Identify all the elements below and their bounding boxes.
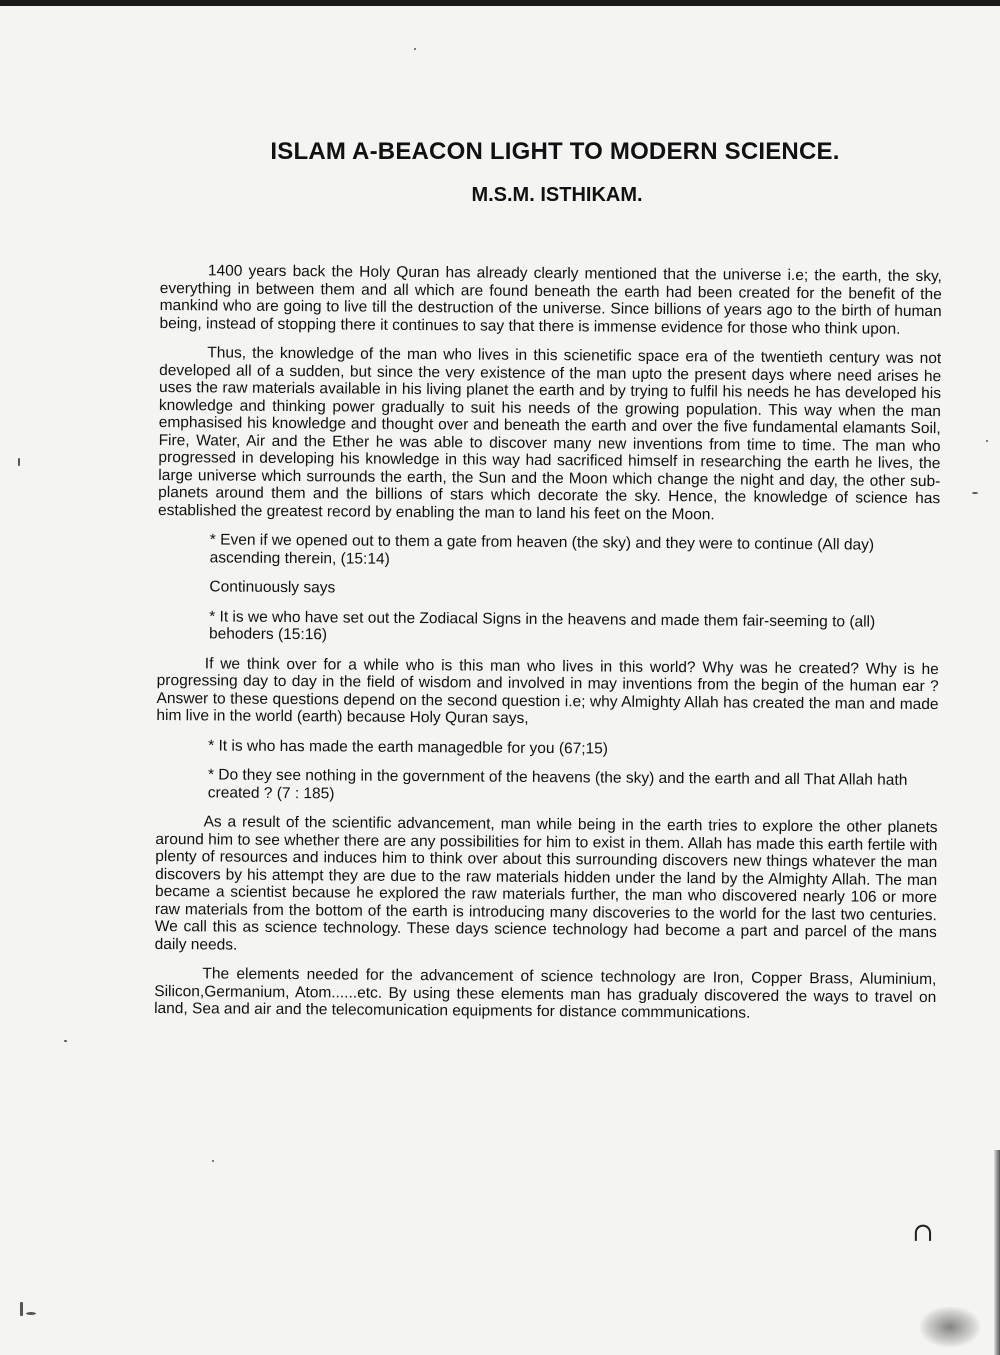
paragraph-intro: 1400 years back the Holy Quran has already clearly mentioned that the universe i.e; the earth, the sky, everything in between them and all which are found beneath the earth had been created for the benefit of the mankind who are going to live till the destruction of the universe. Since billions of years ago to the birth of human being, instead of stopping there it continues to say that there is immense evidence for those who think upon. [159, 262, 942, 338]
scan-top-edge [0, 0, 1000, 6]
document-author: M.S.M. ISTHIKAM. [471, 184, 643, 206]
paragraph-scientific-advancement: As a result of the scientific advancement, man while being in the earth tries to explore the other planets around him to see whether there are any possibilities for him to exist in them. Allah has made this earth fertile with plenty of resources and induces him to think over about this surrounding discovers new things whatever the man discovers by his attempt they are due to the raw materials hidden under the land by the Almighty Allah. The man became a scientist because he explored the raw materials further, the man who discovered nearly 106 or more raw materials from the bottom of the earth is introducing many discoveries to the world for the last two centuries. We call this as science technology. These days science technology had become a part and parcel of the mans daily needs. [154, 813, 938, 954]
scan-right-edge [994, 1150, 1000, 1355]
document-body [154, 262, 942, 1036]
paragraph-knowledge: Thus, the knowledge of the man who lives in this scienetific space era of the twentieth century was not developed all of a sudden, but since the very existence of the man upto the present days where need arises he uses the raw materials available in his living planet the earth and by trying to fulfil his needs he has developed his knowledge and thinking power gradually to suit his needs of the growing population. This way when the man emphasised his knowledge and thought over and beneath the earth and over the five fundamental elamants Soil, Fire, Water, Air and the Ether he was able to discover many new inventions from time to time. The man who progressed in developing his knowledge in this way had sacrificed himself in researching the earth he lives, the large universe which surrounds the earth, the Sun and the Moon which change the night and day, the other sub-planets around them and the billions of stars which decorate the sky. Hence, the knowledge of science has established the greatest record by enabling the man to land his feet on the Moon. [157, 344, 942, 523]
quote-15-16: * It is we who have set out the Zodiacal Signs in the heavens and made them fair-seeming to (all) behoders (15:16) [209, 607, 876, 644]
document-title: ISLAM A-BEACON LIGHT TO MODERN SCIENCE. [270, 138, 840, 165]
paragraph-continuously-says: Continuously says [209, 578, 336, 597]
page-number-mark: ∩ [912, 1218, 934, 1248]
quote-7-185: * Do they see nothing in the government of the heavens (the sky) and the earth and all That Allah hath created ? (7 : 185) [207, 766, 908, 802]
scan-speck [18, 458, 20, 466]
scan-speck [64, 1040, 67, 1042]
scan-speck [972, 492, 978, 494]
quote-67-15: * It is who has made the earth managedble for you (67;15) [208, 736, 609, 758]
scan-speck [20, 1302, 23, 1316]
scan-speck [26, 1312, 36, 1315]
scan-speck [986, 440, 988, 442]
scan-speck [212, 1160, 214, 1162]
quote-15-14: * Even if we opened out to them a gate from heaven (the sky) and they were to continue (All day) ascending therein, (15:14) [209, 531, 875, 568]
scan-speck [414, 48, 416, 50]
paragraph-elements: The elements needed for the advancement of science technology are Iron, Copper Brass, Aluminium, Silicon,Germanium, Atom......etc. By using these elements man has gradualy discovered the ways to travel on land, Sea and air and the telecomunication equipments for distance commmunications. [154, 965, 937, 1022]
scan-corner-smudge [920, 1307, 980, 1347]
paragraph-why-created: If we think over for a while who is this man who lives in this world? Why was he created? Why is he progressing day to day in the field of wisdom and involved in may inventions from the begin of the human ear ? Answer to these questions depend on the second question i.e; why Almighty Allah has created the man and made him live in the world (earth) because Holy Quran says, [156, 654, 939, 727]
